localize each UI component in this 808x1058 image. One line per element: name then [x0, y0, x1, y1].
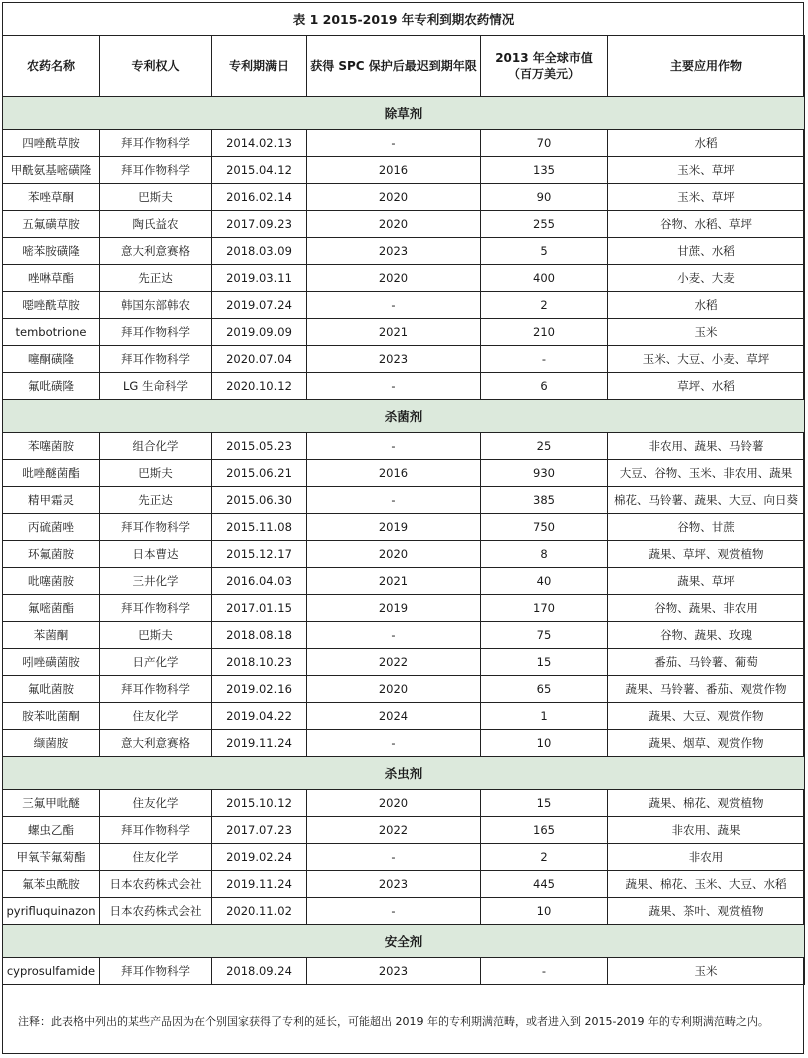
header-holder: 专利权人: [100, 36, 212, 97]
spc-year-cell: 2020: [307, 184, 481, 211]
section-header-row: [3, 400, 805, 433]
expiry-date-cell: 2015.06.21: [212, 460, 307, 487]
crops-cell: 蔬果、棉花、观赏植物: [608, 790, 805, 817]
crops-cell: 谷物、蔬果、玫瑰: [608, 622, 805, 649]
section-title: 安全剂: [3, 925, 805, 958]
table-row: [3, 703, 805, 730]
spc-year-cell: 2023: [307, 958, 481, 985]
crops-cell: 蔬果、棉花、玉米、大豆、水稻: [608, 871, 805, 898]
pesticide-name-cell: 苯唑草酮: [3, 184, 100, 211]
crops-cell: 大豆、谷物、玉米、非农用、蔬果: [608, 460, 805, 487]
crops-cell: 水稻: [608, 292, 805, 319]
table-row: [3, 730, 805, 757]
market-value-cell: 750: [481, 514, 608, 541]
market-value-cell: 15: [481, 649, 608, 676]
market-value-cell: 385: [481, 487, 608, 514]
market-value-cell: 90: [481, 184, 608, 211]
table-row: [3, 460, 805, 487]
pesticide-name-cell: 甲氧苄氟菊酯: [3, 844, 100, 871]
market-value-cell: 75: [481, 622, 608, 649]
crops-cell: 蔬果、烟草、观赏作物: [608, 730, 805, 757]
crops-cell: 玉米: [608, 319, 805, 346]
patent-holder-cell: 住友化学: [100, 790, 212, 817]
pesticide-name-cell: 噁唑酰草胺: [3, 292, 100, 319]
spc-year-cell: -: [307, 622, 481, 649]
pesticide-name-cell: 苯菌酮: [3, 622, 100, 649]
spc-year-cell: 2021: [307, 319, 481, 346]
pesticide-name-cell: 吡噻菌胺: [3, 568, 100, 595]
header-name: 农药名称: [3, 36, 100, 97]
patent-holder-cell: 日本农药株式会社: [100, 871, 212, 898]
market-value-cell: -: [481, 346, 608, 373]
expiry-date-cell: 2019.11.24: [212, 871, 307, 898]
expiry-date-cell: 2018.08.18: [212, 622, 307, 649]
market-value-cell: 8: [481, 541, 608, 568]
header-value: [481, 36, 608, 97]
patent-holder-cell: 日本曹达: [100, 541, 212, 568]
section-title: 杀菌剂: [3, 400, 805, 433]
market-value-cell: -: [481, 958, 608, 985]
patent-holder-cell: 日本农药株式会社: [100, 898, 212, 925]
market-value-cell: 70: [481, 130, 608, 157]
market-value-cell: 135: [481, 157, 608, 184]
pesticide-name-cell: 吡唑醚菌酯: [3, 460, 100, 487]
pesticide-name-cell: 吲唑磺菌胺: [3, 649, 100, 676]
table-row: [3, 844, 805, 871]
crops-cell: 玉米: [608, 958, 805, 985]
header-value-line1: 2013 年全球市值: [495, 51, 593, 65]
patent-holder-cell: 三井化学: [100, 568, 212, 595]
expiry-date-cell: 2017.09.23: [212, 211, 307, 238]
spc-year-cell: 2023: [307, 238, 481, 265]
market-value-cell: 10: [481, 730, 608, 757]
table-row: [3, 487, 805, 514]
patent-holder-cell: 意大利意赛格: [100, 238, 212, 265]
crops-cell: 非农用、蔬果: [608, 817, 805, 844]
patent-holder-cell: 拜耳作物科学: [100, 958, 212, 985]
table-row: [3, 595, 805, 622]
pesticide-name-cell: cyprosulfamide: [3, 958, 100, 985]
spc-year-cell: 2024: [307, 703, 481, 730]
patent-holder-cell: 拜耳作物科学: [100, 157, 212, 184]
crops-cell: 小麦、大麦: [608, 265, 805, 292]
spc-year-cell: -: [307, 730, 481, 757]
header-expiry: 专利期满日: [212, 36, 307, 97]
market-value-cell: 930: [481, 460, 608, 487]
expiry-date-cell: 2014.02.13: [212, 130, 307, 157]
market-value-cell: 165: [481, 817, 608, 844]
crops-cell: 玉米、草坪: [608, 157, 805, 184]
expiry-date-cell: 2018.03.09: [212, 238, 307, 265]
table-row: [3, 958, 805, 985]
crops-cell: 蔬果、茶叶、观赏植物: [608, 898, 805, 925]
patent-holder-cell: 拜耳作物科学: [100, 346, 212, 373]
header-spc: 获得 SPC 保护后最迟到期年限: [307, 36, 481, 97]
expiry-date-cell: 2015.06.30: [212, 487, 307, 514]
table-row: [3, 676, 805, 703]
expiry-date-cell: 2019.07.24: [212, 292, 307, 319]
expiry-date-cell: 2015.12.17: [212, 541, 307, 568]
pesticide-name-cell: pyrifluquinazon: [3, 898, 100, 925]
market-value-cell: 2: [481, 292, 608, 319]
header-crops: 主要应用作物: [608, 36, 805, 97]
table-row: [3, 373, 805, 400]
spc-year-cell: 2016: [307, 460, 481, 487]
table-row: [3, 898, 805, 925]
patent-holder-cell: LG 生命科学: [100, 373, 212, 400]
table-row: [3, 238, 805, 265]
table-row: [3, 514, 805, 541]
market-value-cell: 5: [481, 238, 608, 265]
expiry-date-cell: 2020.07.04: [212, 346, 307, 373]
spc-year-cell: 2022: [307, 817, 481, 844]
crops-cell: 蔬果、大豆、观赏作物: [608, 703, 805, 730]
patent-holder-cell: 巴斯夫: [100, 622, 212, 649]
spc-year-cell: 2023: [307, 346, 481, 373]
spc-year-cell: -: [307, 373, 481, 400]
table-row: [3, 871, 805, 898]
market-value-cell: 10: [481, 898, 608, 925]
patent-holder-cell: 住友化学: [100, 703, 212, 730]
spc-year-cell: 2019: [307, 514, 481, 541]
table-row: [3, 790, 805, 817]
patent-table: [2, 2, 805, 985]
patent-holder-cell: 住友化学: [100, 844, 212, 871]
table-row: [3, 817, 805, 844]
spc-year-cell: 2020: [307, 265, 481, 292]
expiry-date-cell: 2015.10.12: [212, 790, 307, 817]
expiry-date-cell: 2016.02.14: [212, 184, 307, 211]
table-row: [3, 346, 805, 373]
table-row: [3, 211, 805, 238]
table-row: [3, 130, 805, 157]
crops-cell: 谷物、蔬果、非农用: [608, 595, 805, 622]
table-row: [3, 622, 805, 649]
spc-year-cell: 2020: [307, 211, 481, 238]
market-value-cell: 400: [481, 265, 608, 292]
pesticide-name-cell: 四唑酰草胺: [3, 130, 100, 157]
pesticide-name-cell: 氟吡菌胺: [3, 676, 100, 703]
market-value-cell: 255: [481, 211, 608, 238]
pesticide-name-cell: 氟嘧菌酯: [3, 595, 100, 622]
market-value-cell: 2: [481, 844, 608, 871]
expiry-date-cell: 2017.07.23: [212, 817, 307, 844]
patent-holder-cell: 拜耳作物科学: [100, 130, 212, 157]
table-row: [3, 433, 805, 460]
crops-cell: 蔬果、草坪、观赏植物: [608, 541, 805, 568]
patent-holder-cell: 先正达: [100, 487, 212, 514]
patent-holder-cell: 日产化学: [100, 649, 212, 676]
expiry-date-cell: 2015.11.08: [212, 514, 307, 541]
expiry-date-cell: 2016.04.03: [212, 568, 307, 595]
expiry-date-cell: 2019.02.16: [212, 676, 307, 703]
spc-year-cell: -: [307, 292, 481, 319]
patent-holder-cell: 韩国东部韩农: [100, 292, 212, 319]
crops-cell: 玉米、大豆、小麦、草坪: [608, 346, 805, 373]
pesticide-name-cell: 精甲霜灵: [3, 487, 100, 514]
pesticide-name-cell: 五氟磺草胺: [3, 211, 100, 238]
market-value-cell: 170: [481, 595, 608, 622]
expiry-date-cell: 2015.04.12: [212, 157, 307, 184]
patent-holder-cell: 拜耳作物科学: [100, 319, 212, 346]
pesticide-name-cell: 甲酰氨基嘧磺隆: [3, 157, 100, 184]
pesticide-name-cell: 胺苯吡菌酮: [3, 703, 100, 730]
table-row: [3, 157, 805, 184]
expiry-date-cell: 2018.10.23: [212, 649, 307, 676]
pesticide-name-cell: 噻酮磺隆: [3, 346, 100, 373]
section-title: 杀虫剂: [3, 757, 805, 790]
expiry-date-cell: 2020.11.02: [212, 898, 307, 925]
table-row: [3, 649, 805, 676]
header-value-line2: （百万美元）: [507, 67, 580, 81]
patent-holder-cell: 先正达: [100, 265, 212, 292]
spc-year-cell: 2020: [307, 676, 481, 703]
market-value-cell: 6: [481, 373, 608, 400]
table-row: [3, 568, 805, 595]
crops-cell: 草坪、水稻: [608, 373, 805, 400]
market-value-cell: 65: [481, 676, 608, 703]
expiry-date-cell: 2019.04.22: [212, 703, 307, 730]
pesticide-name-cell: 环氟菌胺: [3, 541, 100, 568]
section-header-row: [3, 757, 805, 790]
crops-cell: 谷物、水稻、草坪: [608, 211, 805, 238]
crops-cell: 水稻: [608, 130, 805, 157]
spc-year-cell: 2022: [307, 649, 481, 676]
crops-cell: 蔬果、草坪: [608, 568, 805, 595]
pesticide-name-cell: 三氟甲吡醚: [3, 790, 100, 817]
table-row: [3, 184, 805, 211]
pesticide-name-cell: 缬菌胺: [3, 730, 100, 757]
expiry-date-cell: 2015.05.23: [212, 433, 307, 460]
pesticide-name-cell: 氟苯虫酰胺: [3, 871, 100, 898]
pesticide-name-cell: 螺虫乙酯: [3, 817, 100, 844]
crops-cell: 非农用、蔬果、马铃薯: [608, 433, 805, 460]
patent-holder-cell: 组合化学: [100, 433, 212, 460]
patent-holder-cell: 巴斯夫: [100, 184, 212, 211]
market-value-cell: 25: [481, 433, 608, 460]
spc-year-cell: -: [307, 487, 481, 514]
table-title: 表 1 2015-2019 年专利到期农药情况: [3, 2, 805, 36]
market-value-cell: 210: [481, 319, 608, 346]
crops-cell: 蔬果、马铃薯、番茄、观赏作物: [608, 676, 805, 703]
market-value-cell: 445: [481, 871, 608, 898]
spc-year-cell: 2020: [307, 541, 481, 568]
pesticide-name-cell: 嘧苯胺磺隆: [3, 238, 100, 265]
market-value-cell: 1: [481, 703, 608, 730]
table-row: [3, 541, 805, 568]
crops-cell: 玉米、草坪: [608, 184, 805, 211]
pesticide-name-cell: 氟吡磺隆: [3, 373, 100, 400]
spc-year-cell: 2023: [307, 871, 481, 898]
pesticide-name-cell: tembotrione: [3, 319, 100, 346]
crops-cell: 番茄、马铃薯、葡萄: [608, 649, 805, 676]
spc-year-cell: -: [307, 844, 481, 871]
spc-year-cell: -: [307, 130, 481, 157]
spc-year-cell: 2019: [307, 595, 481, 622]
crops-cell: 非农用: [608, 844, 805, 871]
crops-cell: 甘蔗、水稻: [608, 238, 805, 265]
patent-holder-cell: 拜耳作物科学: [100, 817, 212, 844]
table-row: [3, 292, 805, 319]
expiry-date-cell: 2019.09.09: [212, 319, 307, 346]
spc-year-cell: -: [307, 898, 481, 925]
crops-cell: 谷物、甘蔗: [608, 514, 805, 541]
expiry-date-cell: 2018.09.24: [212, 958, 307, 985]
crops-cell: 棉花、马铃薯、蔬果、大豆、向日葵: [608, 487, 805, 514]
pesticide-name-cell: 苯噻菌胺: [3, 433, 100, 460]
expiry-date-cell: 2019.03.11: [212, 265, 307, 292]
market-value-cell: 15: [481, 790, 608, 817]
expiry-date-cell: 2019.11.24: [212, 730, 307, 757]
patent-holder-cell: 拜耳作物科学: [100, 514, 212, 541]
pesticide-name-cell: 唑啉草酯: [3, 265, 100, 292]
pesticide-name-cell: 丙硫菌唑: [3, 514, 100, 541]
patent-holder-cell: 陶氏益农: [100, 211, 212, 238]
patent-holder-cell: 巴斯夫: [100, 460, 212, 487]
patent-holder-cell: 拜耳作物科学: [100, 595, 212, 622]
spc-year-cell: 2016: [307, 157, 481, 184]
patent-holder-cell: 拜耳作物科学: [100, 676, 212, 703]
section-header-row: [3, 97, 805, 130]
table-row: [3, 319, 805, 346]
patent-holder-cell: 意大利意赛格: [100, 730, 212, 757]
spc-year-cell: 2020: [307, 790, 481, 817]
expiry-date-cell: 2017.01.15: [212, 595, 307, 622]
expiry-date-cell: 2019.02.24: [212, 844, 307, 871]
market-value-cell: 40: [481, 568, 608, 595]
section-title: 除草剂: [3, 97, 805, 130]
spc-year-cell: -: [307, 433, 481, 460]
expiry-date-cell: 2020.10.12: [212, 373, 307, 400]
spc-year-cell: 2021: [307, 568, 481, 595]
section-header-row: [3, 925, 805, 958]
footnote: 注释：此表格中列出的某些产品因为在个别国家获得了专利的延长，可能超出 2019 年的专利期满范畴，或者进入到 2015-2019 年的专利期满范畴之内。: [18, 1015, 769, 1028]
table-row: [3, 265, 805, 292]
